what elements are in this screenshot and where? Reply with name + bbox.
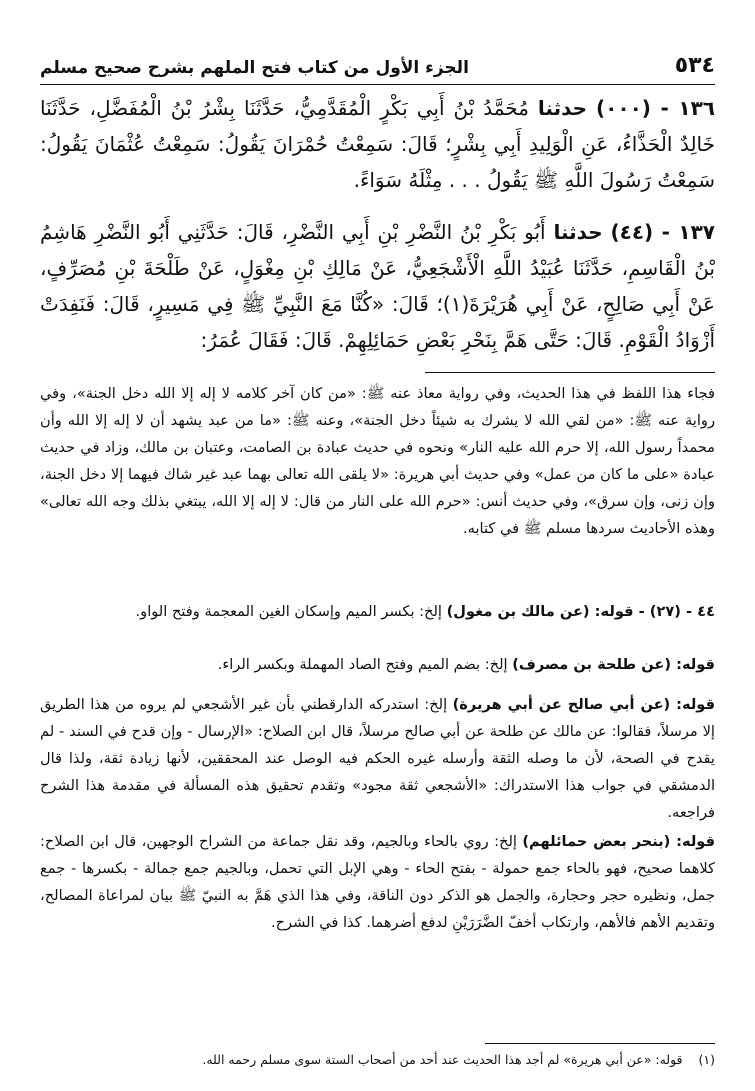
commentary-divider	[425, 372, 715, 373]
footnote	[40, 1050, 715, 1070]
header-divider	[40, 84, 715, 85]
running-title: الجزء الأول من كتاب فتح الملهم بشرح صحيح مسلم	[40, 58, 469, 78]
page-header	[40, 48, 715, 78]
footnote-text: قوله: «عن أبي هريرة» لم أجد هذا الحديث عند أحد من أصحاب الستة سوى مسلم رحمه الله.	[202, 1052, 683, 1067]
note-label: قوله: (عن طلحة بن مصرف)	[512, 656, 715, 673]
hadith-text: أَبُو بَكْرِ بْنُ النَّضْرِ بْنِ أَبِي النَّضْرِ، قَالَ: حَدَّثَنِي أَبُو النَّضْرِ هَاشِمُ بْنُ الْقَاسِمِ، حَدَّثَنَا عُبَيْدُ اللَّهِ الْأَشْجَعِيُّ، عَنْ مَالِكِ بْنِ مِغْوَلٍ، عَنْ طَلْحَةَ بْنِ مُصَرِّفٍ، عَنْ أَبِي صَالِحٍ، عَنْ أَبِي هُرَيْرَةَ(١)؛ قَالَ: «كُنَّا مَعَ النَّبِيِّ ﷺ فِي مَسِيرٍ، قَالَ: فَنَفِدَتْ أَزْوَادُ الْقَوْمِ. قَالَ: حَتَّى هَمَّ بِنَحْرِ بَعْضِ حَمَائِلِهِمْ. قَالَ: فَقَالَ عُمَرُ:	[40, 220, 715, 352]
footnote-divider	[485, 1043, 715, 1044]
note-label: قوله: (عن أبي صالح عن أبي هريرة)	[452, 696, 716, 713]
hadith-number: ١٣٧ - (٤٤)	[610, 220, 715, 244]
hadith-lead: حدثنا	[553, 220, 603, 244]
hadith-lead: حدثنا	[537, 96, 588, 120]
footnote-number: (١)	[698, 1052, 715, 1067]
page-number: ٥٣٤	[674, 53, 715, 78]
commentary-note-talha	[40, 651, 715, 678]
note-text: إلخ: بضم الميم وفتح الصاد المهملة وبكسر الراء.	[217, 656, 508, 673]
hadith-number: ١٣٦ - (٠٠٠)	[596, 96, 715, 120]
commentary-note-abi-salih	[40, 691, 715, 826]
note-label: قوله: (بنحر بعض حمائلهم)	[522, 833, 716, 850]
commentary-text: فجاء هذا اللفظ في هذا الحديث، وفي رواية معاذ عنه ﷺ: «من كان آخر كلامه لا إله إلا الله دخل الجنة»، وفي رواية عنه ﷺ: «من لقي الله لا يشرك به شيئاً دخل الجنة»، وعنه ﷺ: «ما من عبد يشهد أن لا إله إلا الله وأن محمداً رسول الله، إلا حرم الله عليه النار» ونحوه في حديث عبادة بن الصامت، وعتبان بن مالك، وزاد في حديث عبادة «على ما كان من عمل» وفي حديث أبي هريرة: «لا يلقى الله تعالى بهما عبد غير شاك فيهما إلا دخل الجنة، وإن زنى، وإن سرق»، وفي حديث أنس: «حرم الله على النار من قال: لا إله إلا الله، يبتغي بذلك وجه الله تعالى» وهذه الأحاديث سردها مسلم ﷺ في كتابه.	[40, 385, 715, 537]
note-text: إلخ: روي بالحاء وبالجيم، وقد نقل جماعة من الشراح الوجهين، قال ابن الصلاح: كلاهما صحيح، فهو بالحاء جمع حمولة - بفتح الحاء - وهي الإبل التي تحمل، وبالجيم جمع جمالة - بكسرها - جمع جمل، ونظيره حجر وحجارة، والجمل هو الذكر دون الناقة، وفي هذا الذي هَمَّ به النبيّ ﷺ بيان لمراعاة المصالح، وتقديم الأهم فالأهم، وارتكاب أخفّ الضَّرَرَيْنِ لدفع أضرهما. كذا في الشرح.	[40, 833, 715, 931]
hadith-137	[40, 214, 715, 358]
note-text: إلخ: استدركه الدارقطني بأن غير الأشجعي لم يروه من هذا الطريق إلا مرسلاً، فقالوا: عن مالك عن طلحة عن أبي صالح مرسلاً، قال ابن الصلاح: «الإرسال - وإن قدح في السند - لم يقدح في الصحة، لأن ما وصله الثقة وأرسله غيره الحكم فيه الوصل عند المحققين، لأنها زيادة ثقة، ولذا قال الدمشقي في جواب هذا الاستدراك: «الأشجعي ثقة مجود» وتقدم تحقيق هذه المسألة في مقدمة هذا الشرح فراجعه.	[40, 696, 715, 821]
note-text: إلخ: بكسر الميم وإسكان الغين المعجمة وفتح الواو.	[135, 603, 442, 620]
commentary-intro	[40, 380, 715, 542]
commentary-note-bunhar	[40, 828, 715, 936]
hadith-136	[40, 90, 715, 198]
hadith-text: مُحَمَّدُ بْنُ أَبِي بَكْرٍ الْمُقَدَّمِيُّ، حَدَّثَنَا بِشْرُ بْنُ الْمُفَضَّلِ، حَدَّثَنَا خَالِدٌ الْحَذَّاءُ، عَنِ الْوَلِيدِ أَبِي بِشْرٍ؛ قَالَ: سَمِعْتُ حُمْرَانَ يَقُولُ: سَمِعْتُ عُثْمَانَ يَقُولُ: سَمِعْتُ رَسُولَ اللَّهِ ﷺ يَقُولُ . . . مِثْلَهُ سَوَاءً.	[40, 96, 715, 192]
note-label: ٤٤ - (٢٧) - قوله: (عن مالك بن مغول)	[446, 603, 715, 620]
commentary-note-malik	[40, 598, 715, 625]
